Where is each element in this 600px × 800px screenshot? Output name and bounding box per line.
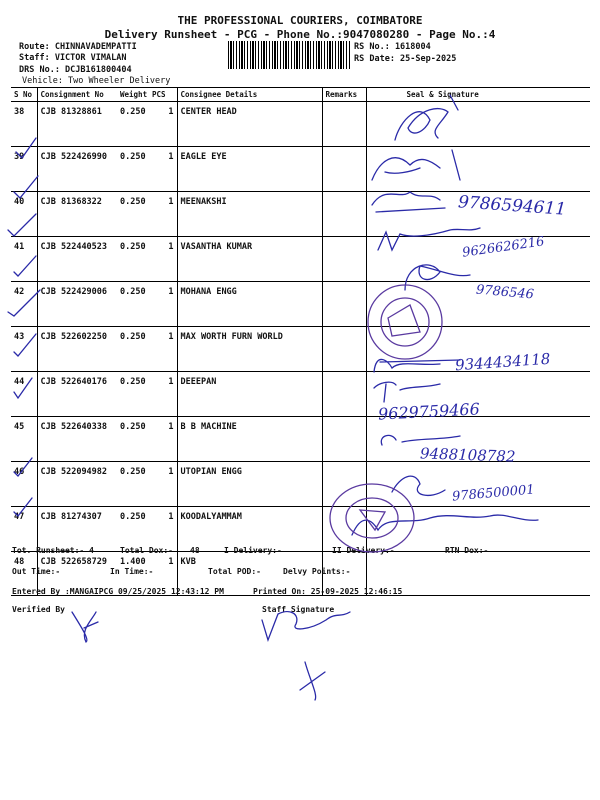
cell-sno: 44	[11, 372, 37, 417]
cell-remarks	[322, 417, 366, 462]
handwritten-phone-7: 9786500001	[451, 482, 536, 505]
cell-consignment-no: CJB 522640176	[37, 372, 117, 417]
cell-weight: 0.250	[117, 192, 149, 237]
cell-pcs: 1	[149, 372, 177, 417]
handwritten-phone-5: 9629759466	[377, 399, 481, 424]
cell-consignment-no: CJB 522640338	[37, 417, 117, 462]
barcode-image	[228, 41, 350, 69]
handwritten-phone-3: 9786546	[475, 282, 535, 303]
cell-sno: 47	[11, 507, 37, 552]
cell-sno: 46	[11, 462, 37, 507]
cell-weight: 0.250	[117, 327, 149, 372]
table-row	[11, 147, 590, 192]
cell-remarks	[322, 237, 366, 282]
cell-consignee: KOODALYAMMAM	[177, 507, 322, 552]
cell-sno: 42	[11, 282, 37, 327]
cell-weight: 0.250	[117, 102, 149, 147]
cell-weight: 0.250	[117, 147, 149, 192]
staff-label: Staff: VICTOR VIMALAN	[19, 53, 127, 63]
cell-consignee: MAX WORTH FURN WORLD	[177, 327, 322, 372]
company-title: THE PROFESSIONAL COURIERS, COIMBATORE	[177, 14, 423, 27]
table-row	[11, 507, 590, 552]
total-dox-label: Total Dox:-	[120, 546, 173, 555]
col-header-signature: Seal & Signature	[366, 88, 590, 102]
table-row	[11, 102, 590, 147]
cell-remarks	[322, 507, 366, 552]
drs-number: DRS No.: DCJB161800404	[19, 65, 132, 75]
total-pod: Total POD:-	[208, 567, 261, 576]
staff-signature-flourish	[300, 662, 325, 700]
handwritten-phone-2: 9626626216	[461, 234, 546, 261]
cell-weight: 0.250	[117, 507, 149, 552]
tot-runsheet: Tot. Runsheet:- 4	[12, 546, 94, 555]
handwritten-phone-1: 9786594611	[457, 192, 567, 220]
cell-remarks	[322, 372, 366, 417]
in-time: In Time:-	[110, 567, 154, 576]
cell-weight: 0.250	[117, 282, 149, 327]
cell-consignment-no: CJB 522429006	[37, 282, 117, 327]
route-label: Route: CHINNAVADEMPATTI	[19, 42, 137, 52]
cell-consignee: UTOPIAN ENGG	[177, 462, 322, 507]
cell-signature	[366, 102, 590, 147]
cell-consignment-no: CJB 522602250	[37, 327, 117, 372]
cell-pcs: 1	[149, 237, 177, 282]
ii-delivery: II Delivery:-	[332, 546, 395, 555]
cell-sno: 39	[11, 147, 37, 192]
rs-date: RS Date: 25-Sep-2025	[354, 54, 457, 64]
cell-weight: 0.250	[117, 237, 149, 282]
cell-pcs: 1	[149, 552, 177, 596]
cell-weight: 1.400	[117, 552, 149, 596]
cell-pcs: 1	[149, 417, 177, 462]
runsheet-subtitle: Delivery Runsheet - PCG - Phone No.:9047080280 - Page No.:4	[104, 28, 496, 41]
cell-pcs: 1	[149, 327, 177, 372]
col-header-weight: Weight	[117, 88, 149, 102]
col-header-consignee: Consignee Details	[177, 88, 322, 102]
cell-signature	[366, 507, 590, 552]
cell-pcs: 1	[149, 102, 177, 147]
cell-consignment-no: CJB 522426990	[37, 147, 117, 192]
handwritten-phone-6: 9488108782	[419, 444, 516, 466]
cell-sno: 48	[11, 552, 37, 596]
cell-pcs: 1	[149, 282, 177, 327]
verified-by-signature	[72, 612, 98, 642]
cell-consignment-no: CJB 81328861	[37, 102, 117, 147]
cell-consignee: B B MACHINE	[177, 417, 322, 462]
cell-consignee: VASANTHA KUMAR	[177, 237, 322, 282]
total-dox-value: 48	[190, 546, 200, 555]
cell-weight: 0.250	[117, 462, 149, 507]
cell-remarks	[322, 192, 366, 237]
cell-remarks	[322, 282, 366, 327]
cell-sno: 43	[11, 327, 37, 372]
cell-pcs: 1	[149, 507, 177, 552]
rtn-dox: RTN Dox:-	[445, 546, 489, 555]
table-header-row	[11, 88, 590, 102]
col-header-sno: S No	[11, 88, 37, 102]
cell-remarks	[322, 462, 366, 507]
cell-consignee: MOHANA ENGG	[177, 282, 322, 327]
col-header-pcs: PCS	[149, 88, 177, 102]
cell-pcs: 1	[149, 462, 177, 507]
cell-consignee: MEENAKSHI	[177, 192, 322, 237]
cell-remarks	[322, 147, 366, 192]
table-row	[11, 372, 590, 417]
runsheet-table	[11, 87, 590, 596]
rs-number: RS No.: 1618004	[354, 42, 431, 52]
cell-sno: 38	[11, 102, 37, 147]
staff-signature-label: Staff Signature	[262, 605, 335, 614]
cell-sno: 41	[11, 237, 37, 282]
cell-sno: 45	[11, 417, 37, 462]
col-header-remarks: Remarks	[322, 88, 366, 102]
entered-by: Entered By :MANGAIPCG 09/25/2025 12:43:12 PM	[12, 587, 224, 596]
verified-by: Verified By	[12, 605, 65, 614]
cell-consignment-no: CJB 81368322	[37, 192, 117, 237]
staff-signature-mark	[262, 612, 350, 640]
cell-pcs: 1	[149, 147, 177, 192]
cell-signature	[366, 147, 590, 192]
cell-weight: 0.250	[117, 372, 149, 417]
cell-consignee: CENTER HEAD	[177, 102, 322, 147]
cell-pcs: 1	[149, 192, 177, 237]
delvy-points: Delvy Points:-	[283, 567, 351, 576]
cell-consignee: EAGLE EYE	[177, 147, 322, 192]
cell-consignee: KVB	[177, 552, 322, 596]
i-delivery: I Delivery:-	[224, 546, 282, 555]
cell-consignment-no: CJB 522094982	[37, 462, 117, 507]
cell-remarks	[322, 327, 366, 372]
cell-consignment-no: CJB 522440523	[37, 237, 117, 282]
cell-consignment-no: CJB 81274307	[37, 507, 117, 552]
cell-remarks	[322, 102, 366, 147]
cell-consignment-no: CJB 522658729	[37, 552, 117, 596]
out-time: Out Time:-	[12, 567, 61, 576]
cell-weight: 0.250	[117, 417, 149, 462]
vehicle-label: Vehicle: Two Wheeler Delivery	[22, 76, 171, 86]
printed-on: Printed On: 25-09-2025 12:46:15	[253, 587, 403, 596]
col-header-consignment: Consignment No	[37, 88, 117, 102]
cell-consignee: DEEEPAN	[177, 372, 322, 417]
cell-sno: 40	[11, 192, 37, 237]
handwritten-phone-4: 9344434118	[454, 349, 551, 375]
